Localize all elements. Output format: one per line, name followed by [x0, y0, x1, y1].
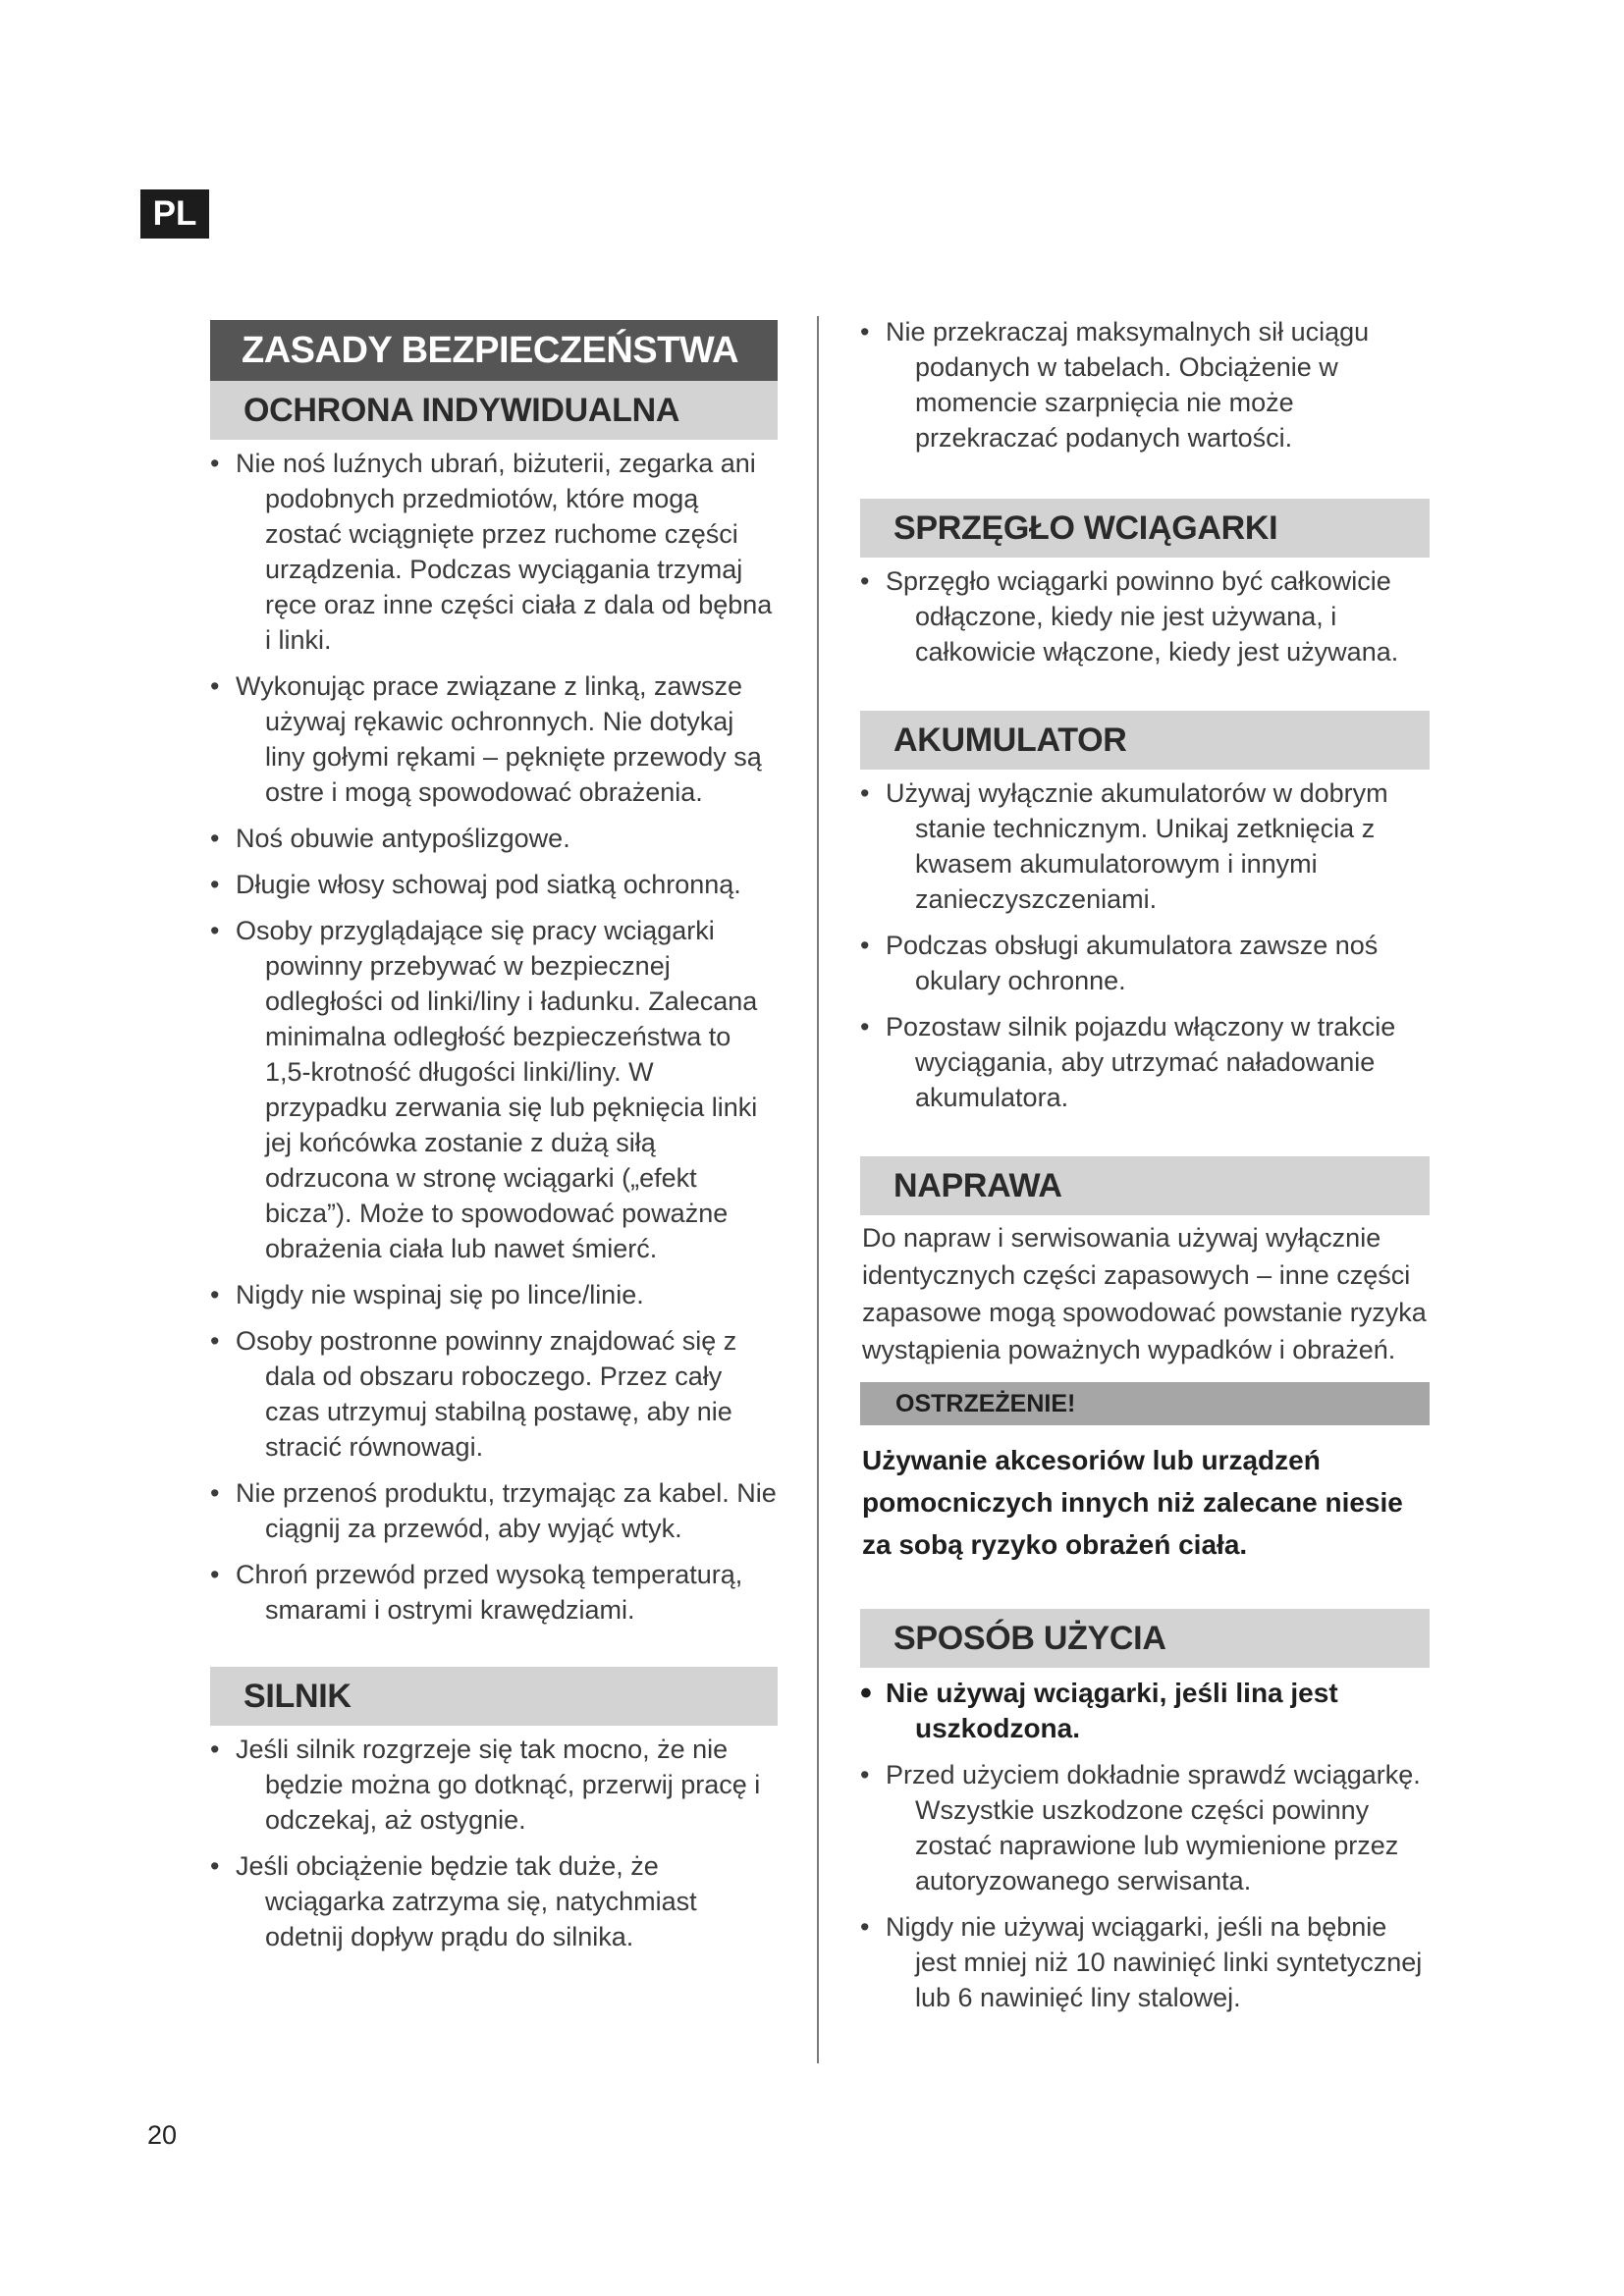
language-tag: PL — [140, 189, 209, 239]
list-item: • Jeśli obciążenie będzie tak duże, że wciągarka zatrzyma się, natychmiast odetnij dopływ prądu do silnika. — [210, 1848, 778, 1954]
list-item: • Wykonując prace związane z linką, zawsze używaj rękawic ochronnych. Nie dotykaj liny gołymi rękami – pęknięte przewody są ostre i mogą spowodować obrażenia. — [210, 668, 778, 810]
list-item: • Pozostaw silnik pojazdu włączony w trakcie wyciągania, aby utrzymać naładowanie akumulatora. — [860, 1009, 1430, 1115]
section-heading-motor: SILNIK — [210, 1667, 778, 1726]
warning-label: OSTRZEŻENIE! — [860, 1382, 1430, 1425]
motor-list — [210, 1732, 778, 1954]
list-item: • Nigdy nie wspinaj się po lince/linie. — [210, 1277, 778, 1312]
page-title: ZASADY BEZPIECZEŃSTWA — [210, 320, 778, 381]
page-number: 20 — [147, 2120, 178, 2150]
personal-protection-list — [210, 446, 778, 1628]
list-item: • Nie przekraczaj maksymalnych sił uciągu podanych w tabelach. Obciążenie w momencie szarpnięcia nie może przekraczać podanych wartości. — [860, 314, 1430, 455]
list-item: • Sprzęgło wciągarki powinno być całkowicie odłączone, kiedy nie jest używana, i całkowicie włączone, kiedy jest używana. — [860, 563, 1430, 669]
section-heading-battery: AKUMULATOR — [860, 711, 1430, 770]
list-item: • Chroń przewód przed wysoką temperaturą, smarami i ostrymi krawędziami. — [210, 1557, 778, 1628]
section-heading-personal-protection: OCHRONA INDYWIDUALNA — [210, 381, 778, 440]
list-item: • Osoby przyglądające się pracy wciągarki powinny przebywać w bezpiecznej odległości od linki/liny i ładunku. Zalecana minimalna odległość bezpieczeństwa to 1,5-krotność długości linki/liny. W przypadku zerwania się lub pęknięcia linki jej końcówka zostanie z dużą siłą odrzucona w stronę wciągarki („efekt bicza”). Może to spowodować poważne obrażenia ciała lub nawet śmierć. — [210, 913, 778, 1266]
list-item: • Nigdy nie używaj wciągarki, jeśli na bębnie jest mniej niż 10 nawinięć linki syntetycznej lub 6 nawinięć liny stalowej. — [860, 1909, 1430, 2015]
list-item: • Przed użyciem dokładnie sprawdź wciągarkę. Wszystkie uszkodzone części powinny zostać naprawione lub wymienione przez autoryzowanego serwisanta. — [860, 1757, 1430, 1898]
section-heading-usage: SPOSÓB UŻYCIA — [860, 1609, 1430, 1668]
usage-list — [860, 1676, 1430, 2015]
list-item: • Jeśli silnik rozgrzeje się tak mocno, że nie będzie można go dotknąć, przerwij pracę i odczekaj, aż ostygnie. — [210, 1732, 778, 1838]
list-item: • Nie noś luźnych ubrań, biżuterii, zegarka ani podobnych przedmiotów, które mogą zostać wciągnięte przez ruchome części urządzenia. Podczas wyciągania trzymaj ręce oraz inne części ciała z dala od bębna i linki. — [210, 446, 778, 658]
repair-text: Do napraw i serwisowania używaj wyłącznie identycznych części zapasowych – inne części zapasowe mogą spowodować powstanie ryzyka wystąpienia poważnych wypadków i obrażeń. — [862, 1223, 1427, 1364]
section-heading-winch-clutch: SPRZĘGŁO WCIĄGARKI — [860, 499, 1430, 558]
list-item: • Nie używaj wciągarki, jeśli lina jest uszkodzona. — [860, 1676, 1430, 1746]
warning-text: Używanie akcesoriów lub urządzeń pomocniczych innych niż zalecane niesie za sobą ryzyko obrażeń ciała. — [862, 1445, 1403, 1560]
battery-list — [860, 775, 1430, 1115]
section-heading-repair: NAPRAWA — [860, 1156, 1430, 1215]
column-divider — [817, 316, 819, 2063]
right-column — [860, 314, 1430, 2026]
intro-list — [860, 314, 1430, 455]
list-item: • Podczas obsługi akumulatora zawsze noś okulary ochronne. — [860, 928, 1430, 998]
list-item: • Osoby postronne powinny znajdować się z dala od obszaru roboczego. Przez cały czas utrzymuj stabilną postawę, aby nie stracić równowagi. — [210, 1323, 778, 1465]
clutch-list — [860, 563, 1430, 669]
list-item: • Noś obuwie antypoślizgowe. — [210, 821, 778, 856]
list-item: • Długie włosy schowaj pod siatką ochronną. — [210, 867, 778, 902]
list-item: • Używaj wyłącznie akumulatorów w dobrym stanie technicznym. Unikaj zetknięcia z kwasem akumulatorowym i innymi zanieczyszczeniami. — [860, 775, 1430, 917]
left-column — [210, 320, 778, 1965]
list-item: • Nie przenoś produktu, trzymając za kabel. Nie ciągnij za przewód, aby wyjąć wtyk. — [210, 1475, 778, 1546]
